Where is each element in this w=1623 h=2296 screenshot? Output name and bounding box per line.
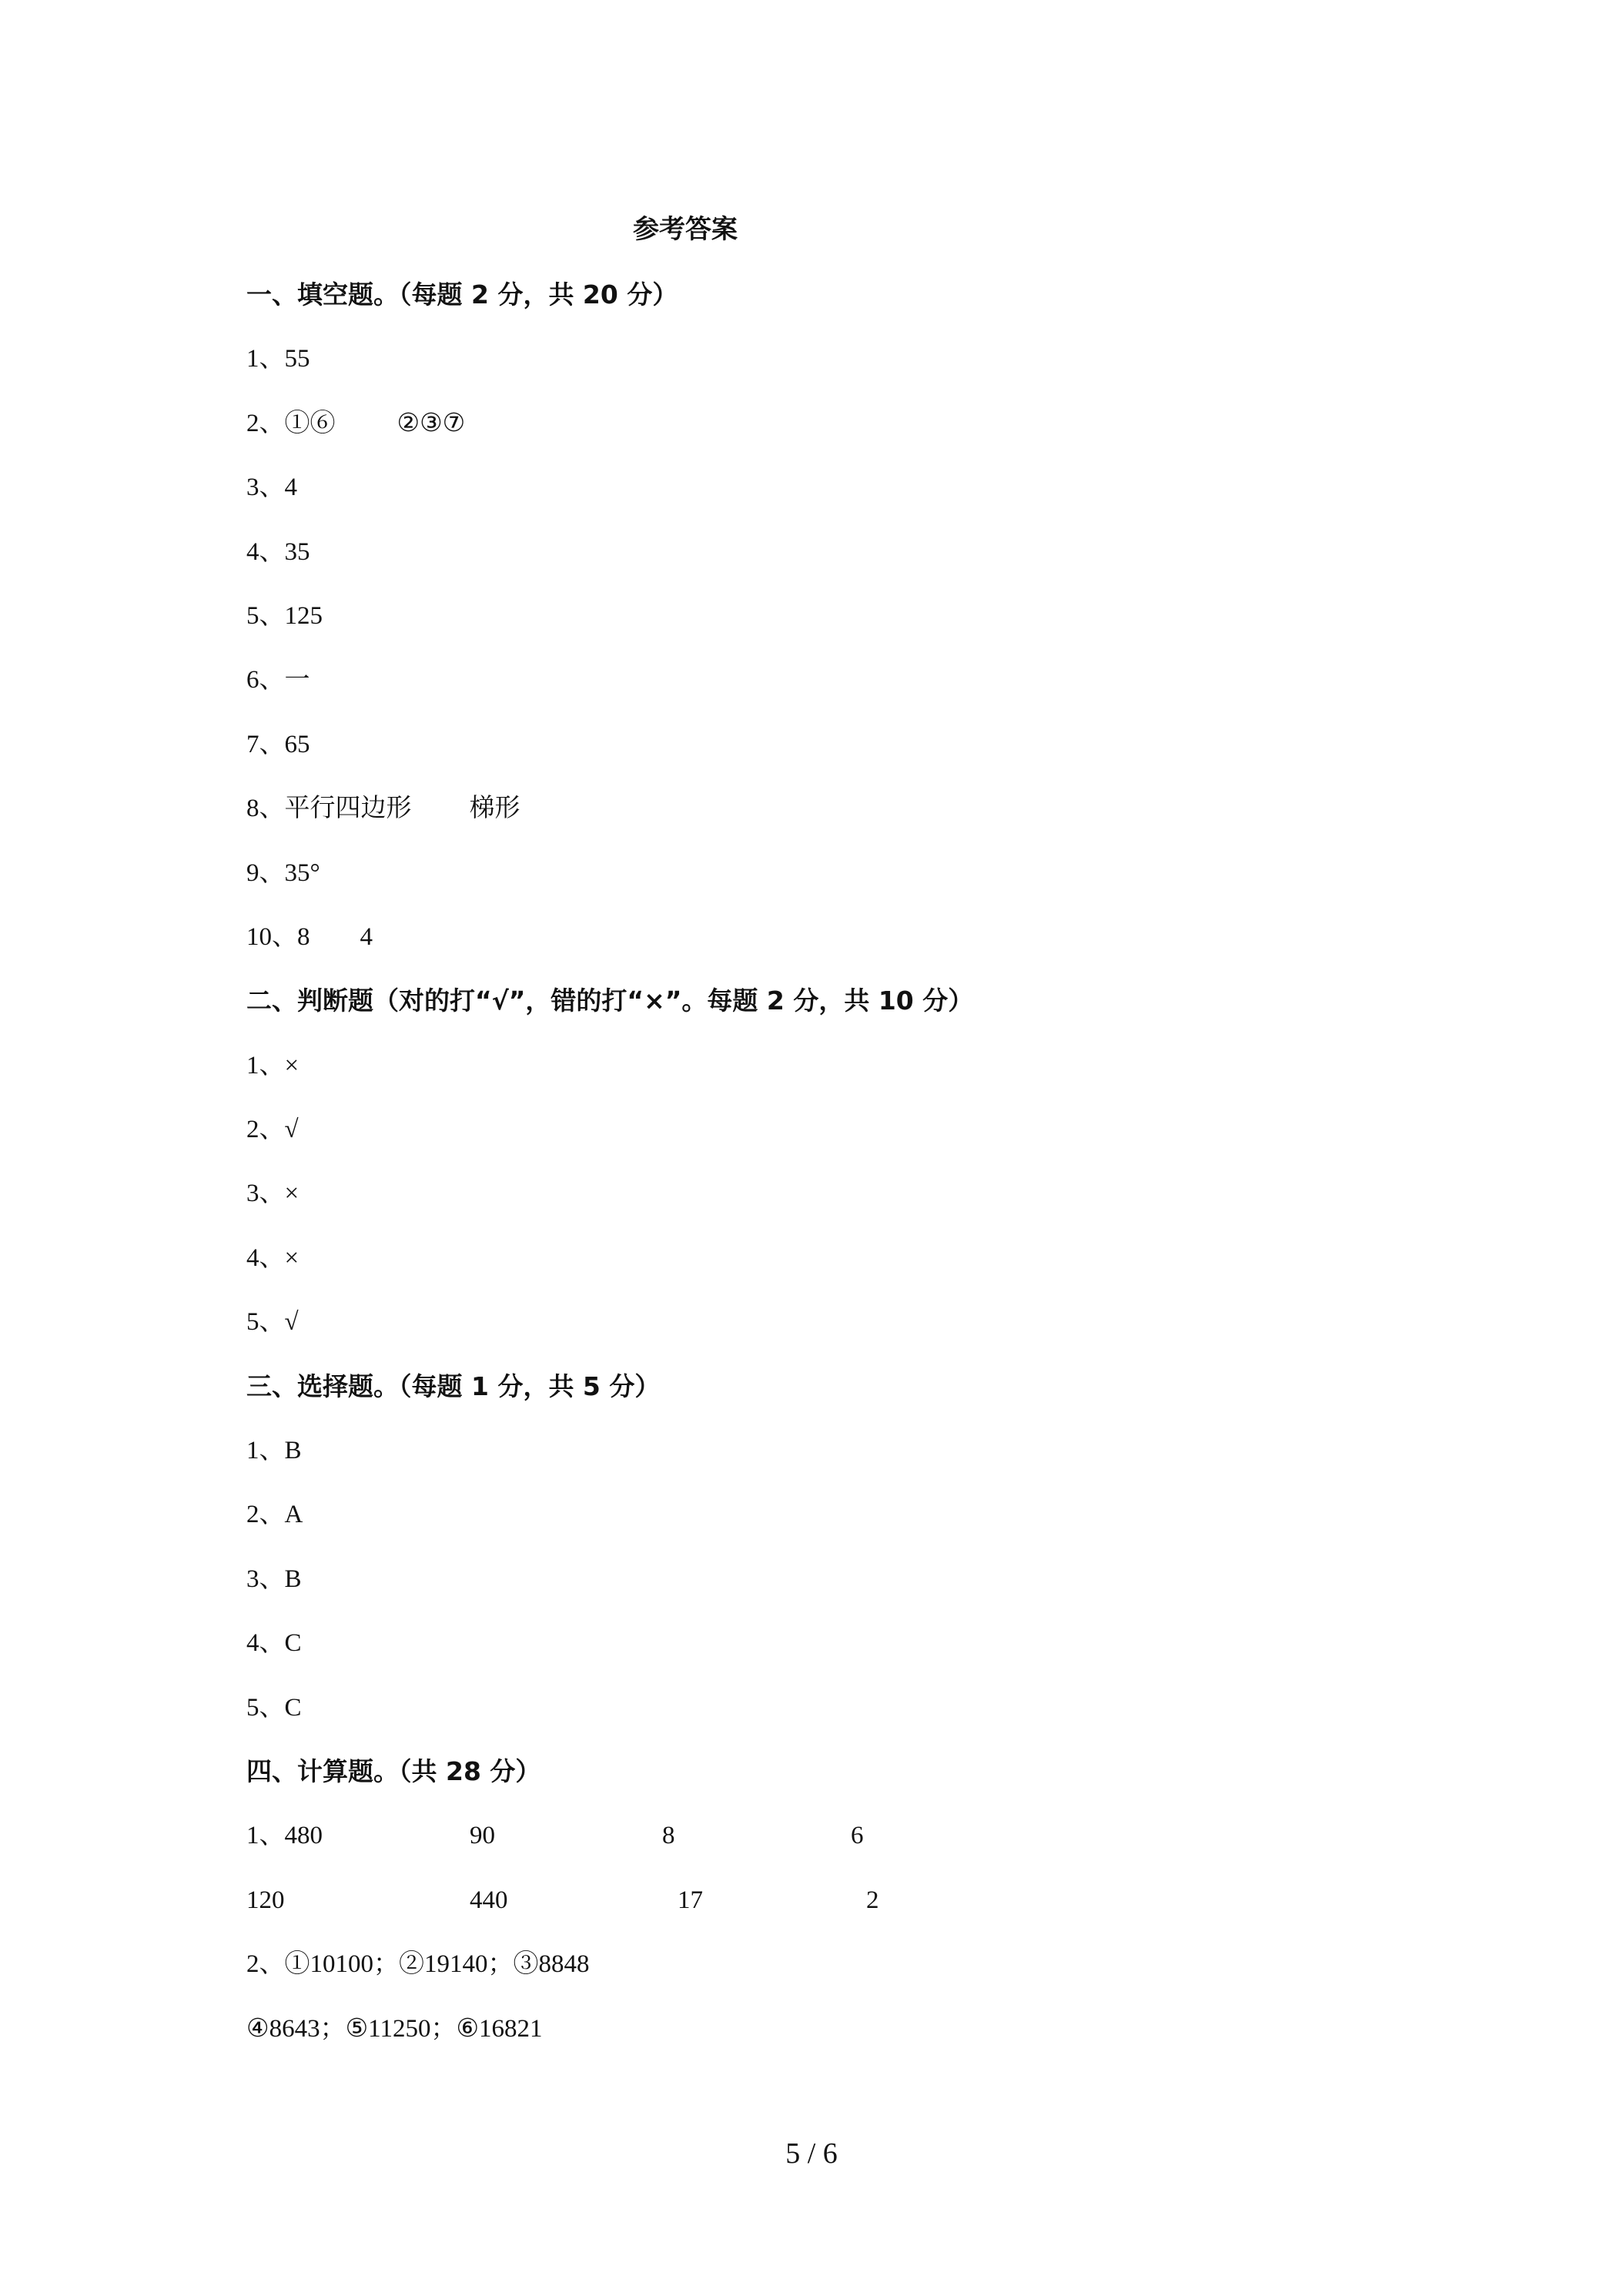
item-number: 7、 — [246, 730, 285, 758]
answer-item — [246, 1429, 1401, 1493]
item-answer: 平行四边形 — [284, 795, 412, 823]
calc-row — [246, 1814, 1401, 1878]
item-number: 9、 — [246, 858, 285, 887]
section-header-calculation: 四、计算题。（共 28 分） — [246, 1755, 541, 1786]
item-answer: 125 — [284, 601, 323, 630]
item-answer: × — [284, 1051, 300, 1079]
item-answer: 一 — [284, 666, 310, 694]
answer-item — [246, 594, 1401, 658]
item-answer: 65 — [284, 730, 310, 758]
item-answer: ②③⑦ — [397, 409, 466, 437]
calc-row — [246, 2007, 1401, 2071]
item-number: 1、 — [246, 1051, 285, 1079]
item-number: 4、 — [246, 1629, 285, 1658]
calc-answer: 480 — [284, 1822, 323, 1850]
item-answer: 4 — [284, 474, 297, 502]
item-number: 1、 — [246, 345, 285, 373]
item-answer: √ — [284, 1308, 299, 1337]
item-number: 2、 — [246, 409, 285, 437]
page-title: 参考答案 — [633, 214, 738, 245]
answer-item — [246, 466, 1401, 530]
section-header-fill-blank: 一、填空题。（每题 2 分，共 20 分） — [246, 279, 678, 310]
item-answer: 35 — [284, 537, 310, 566]
item-answer: 8 — [297, 922, 310, 951]
item-answer: 35° — [284, 858, 320, 887]
item-number: 3、 — [246, 474, 285, 502]
total-pages: 6 — [822, 2137, 838, 2170]
answer-item — [246, 1686, 1401, 1750]
section-header-true-false: 二、判断题（对的打“√”，错的打“×”。每题 2 分，共 10 分） — [246, 986, 974, 1016]
calc-answer: 8 — [662, 1822, 675, 1850]
item-answer: B — [284, 1437, 302, 1465]
answer-item — [246, 723, 1401, 787]
answer-item — [246, 1300, 1401, 1364]
answer-item — [246, 1493, 1401, 1557]
item-number: 4、 — [246, 1243, 285, 1272]
item-number: 3、 — [246, 1180, 285, 1208]
item-answer: C — [284, 1693, 302, 1722]
item-number: 8、 — [246, 795, 285, 823]
item-number: 5、 — [246, 1308, 285, 1337]
answer-item — [246, 530, 1401, 594]
calc-answer: 120 — [246, 1886, 285, 1914]
answer-item — [246, 1622, 1401, 1685]
item-number: 5、 — [246, 1693, 285, 1722]
item-answer: 4 — [360, 922, 373, 951]
calc-row — [246, 1879, 1401, 1943]
item-number: 2、 — [246, 1950, 285, 1979]
calc-answer: 2 — [866, 1886, 879, 1914]
item-answer: × — [284, 1180, 300, 1208]
item-answer: B — [284, 1565, 302, 1593]
item-answer: √ — [284, 1116, 299, 1144]
current-page: 5 — [785, 2137, 801, 2170]
answer-item — [246, 402, 1401, 466]
answer-item — [246, 915, 1401, 979]
item-number: 10、 — [246, 922, 297, 951]
answer-item — [246, 1237, 1401, 1300]
page-separator: / — [807, 2137, 816, 2170]
item-number: 4、 — [246, 537, 285, 566]
answer-item — [246, 1108, 1401, 1172]
page-number — [0, 2137, 1623, 2170]
answer-item — [246, 337, 1401, 401]
calc-answer: ①10100；②19140；③8848 — [284, 1950, 590, 1979]
calc-answer: 440 — [470, 1886, 508, 1914]
item-number: 1、 — [246, 1437, 285, 1465]
item-answer: C — [284, 1629, 302, 1658]
answer-item — [246, 1558, 1401, 1622]
item-number: 2、 — [246, 1116, 285, 1144]
calc-answer: 90 — [470, 1822, 495, 1850]
answer-item — [246, 1044, 1401, 1108]
answer-item — [246, 852, 1401, 915]
calc-row — [246, 1943, 1401, 2006]
answer-item — [246, 1172, 1401, 1236]
item-number: 5、 — [246, 601, 285, 630]
item-number: 2、 — [246, 1501, 285, 1529]
item-answer: 55 — [284, 345, 310, 373]
item-answer: ①⑥ — [284, 409, 336, 437]
answer-item — [246, 787, 1401, 851]
item-number: 6、 — [246, 666, 285, 694]
item-number: 3、 — [246, 1565, 285, 1593]
item-answer: A — [284, 1501, 303, 1529]
item-number: 1、 — [246, 1822, 285, 1850]
section-header-multiple-choice: 三、选择题。（每题 1 分，共 5 分） — [246, 1371, 661, 1401]
answer-item — [246, 658, 1401, 722]
answer-content — [246, 273, 1401, 2071]
item-answer: × — [284, 1243, 300, 1272]
calc-answer: ④8643；⑤11250；⑥16821 — [246, 2014, 543, 2043]
calc-answer: 6 — [851, 1822, 864, 1850]
item-answer: 梯形 — [469, 795, 520, 823]
calc-answer: 17 — [678, 1886, 703, 1914]
